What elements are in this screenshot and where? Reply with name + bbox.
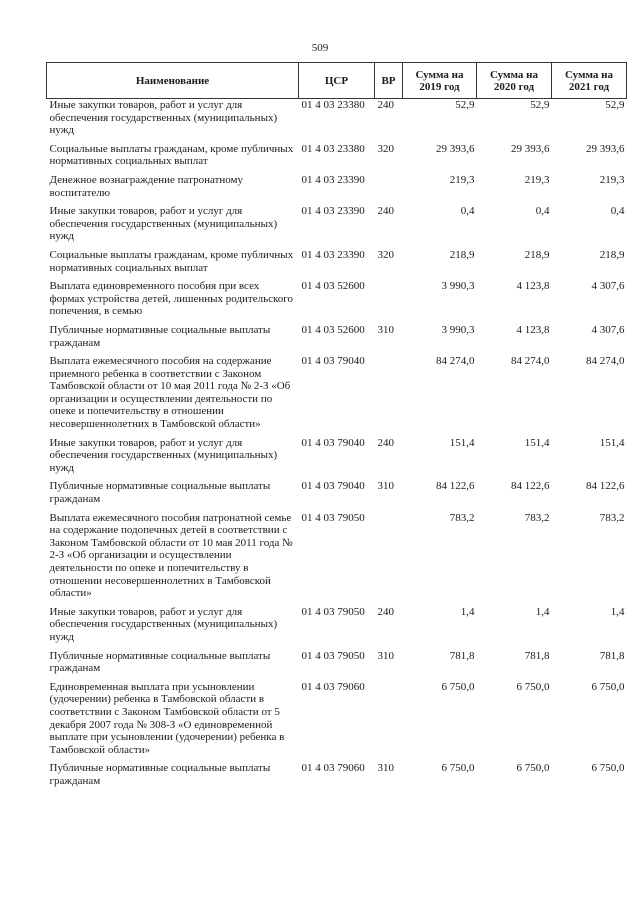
row-vr-cell: 310 xyxy=(377,323,394,336)
row-csr-cell: 01 4 03 52600 xyxy=(301,323,365,336)
row-sum-2021-cell: 6 750,0 xyxy=(591,762,625,775)
row-sum-2019-cell: 52,9 xyxy=(455,99,475,111)
table-row xyxy=(47,437,627,481)
header-csr: ЦСР xyxy=(299,63,375,99)
row-csr-cell: 01 4 03 79040 xyxy=(301,436,365,449)
row-name-cell: Иные закупки товаров, работ и услуг для обеспечения государственных (муниципальных) нужд xyxy=(49,99,278,137)
row-sum-2021-cell: 219,3 xyxy=(599,173,625,186)
row-sum-2021-cell: 84 274,0 xyxy=(586,355,625,368)
row-sum-2020-cell: 781,8 xyxy=(524,649,550,662)
row-csr-cell: 01 4 03 52600 xyxy=(301,280,365,293)
table-row xyxy=(47,324,627,355)
table-row xyxy=(47,280,627,324)
row-name-cell: Социальные выплаты гражданам, кроме публичных нормативных социальных выплат xyxy=(49,142,294,168)
row-vr-cell: 310 xyxy=(377,480,394,493)
row-name-cell: Публичные нормативные социальные выплаты гражданам xyxy=(49,323,271,349)
row-vr-cell: 310 xyxy=(377,762,394,775)
row-sum-2021-cell: 0,4 xyxy=(610,205,625,218)
row-sum-2019-cell: 29 393,6 xyxy=(436,142,475,155)
row-sum-2019-cell: 781,8 xyxy=(449,649,475,662)
row-sum-2020-cell: 4 123,8 xyxy=(516,323,550,336)
row-sum-2019-cell: 151,4 xyxy=(449,436,475,449)
row-sum-2020-cell: 219,3 xyxy=(524,173,550,186)
row-sum-2019-cell: 6 750,0 xyxy=(441,762,475,775)
table-row xyxy=(47,99,627,143)
row-csr-cell: 01 4 03 79050 xyxy=(301,605,365,618)
row-name-cell: Публичные нормативные социальные выплаты гражданам xyxy=(49,480,271,506)
row-sum-2019-cell: 6 750,0 xyxy=(441,680,475,693)
row-sum-2020-cell: 84 122,6 xyxy=(511,480,550,493)
table-row xyxy=(47,205,627,249)
row-vr-cell: 320 xyxy=(377,248,394,261)
row-csr-cell: 01 4 03 79050 xyxy=(301,511,365,524)
row-sum-2019-cell: 219,3 xyxy=(449,173,475,186)
header-vr: ВР xyxy=(375,63,403,99)
row-vr-cell xyxy=(375,681,403,763)
row-sum-2021-cell: 1,4 xyxy=(610,605,625,618)
row-sum-2020-cell: 4 123,8 xyxy=(516,280,550,293)
row-csr-cell: 01 4 03 79050 xyxy=(301,649,365,662)
row-sum-2020-cell: 6 750,0 xyxy=(516,680,550,693)
header-sum-2021: Сумма на 2021 год xyxy=(552,63,627,99)
row-vr-cell: 240 xyxy=(377,605,394,618)
row-name-cell: Единовременная выплата при усыновлении (удочерении) ребенка в Тамбовской области в соответствии с Законом Тамбовской области от 5 декабря 2007 года № 308-З «О единовременной выплате при усыновлении (удочерении) ребенка в Тамбовской области» xyxy=(49,680,285,756)
row-sum-2020-cell: 6 750,0 xyxy=(516,762,550,775)
row-name-cell: Иные закупки товаров, работ и услуг для обеспечения государственных (муниципальных) нужд xyxy=(49,605,278,643)
row-name-cell: Социальные выплаты гражданам, кроме публичных нормативных социальных выплат xyxy=(49,248,294,274)
header-sum-2019: Сумма на 2019 год xyxy=(403,63,477,99)
table-row xyxy=(47,249,627,280)
row-csr-cell: 01 4 03 79040 xyxy=(301,355,365,368)
row-vr-cell: 240 xyxy=(377,99,394,111)
row-sum-2021-cell: 783,2 xyxy=(599,511,625,524)
row-sum-2020-cell: 151,4 xyxy=(524,436,550,449)
row-sum-2020-cell: 1,4 xyxy=(535,605,550,618)
row-sum-2021-cell: 218,9 xyxy=(599,248,625,261)
row-name-cell: Иные закупки товаров, работ и услуг для обеспечения государственных (муниципальных) нужд xyxy=(49,436,278,474)
row-sum-2019-cell: 3 990,3 xyxy=(441,280,475,293)
table-row xyxy=(47,143,627,174)
row-sum-2021-cell: 4 307,6 xyxy=(591,280,625,293)
row-name-cell: Выплата ежемесячного пособия патронатной семье на содержание подопечных детей в соответствии с Законом Тамбовской области от 10 мая 2011 года № 2-З «Об организации и осуществлении деятельности по опеке и попечительству в отношении несовершеннолетних в Тамбовской области» xyxy=(49,511,293,600)
table-row xyxy=(47,174,627,205)
row-name-cell: Публичные нормативные социальные выплаты гражданам xyxy=(49,649,271,675)
row-sum-2019-cell: 783,2 xyxy=(449,511,475,524)
row-csr-cell: 01 4 03 79040 xyxy=(301,480,365,493)
table-row xyxy=(47,480,627,511)
row-vr-cell: 310 xyxy=(377,649,394,662)
row-vr-cell xyxy=(375,174,403,205)
row-csr-cell: 01 4 03 23390 xyxy=(301,173,365,186)
row-vr-cell xyxy=(375,355,403,437)
row-sum-2020-cell: 29 393,6 xyxy=(511,142,550,155)
row-name-cell: Денежное вознаграждение патронатному воспитателю xyxy=(49,173,244,199)
row-sum-2021-cell: 29 393,6 xyxy=(586,142,625,155)
row-sum-2020-cell: 52,9 xyxy=(530,99,550,111)
row-sum-2020-cell: 84 274,0 xyxy=(511,355,550,368)
row-sum-2020-cell: 218,9 xyxy=(524,248,550,261)
row-sum-2020-cell: 0,4 xyxy=(535,205,550,218)
row-sum-2021-cell: 151,4 xyxy=(599,436,625,449)
row-sum-2021-cell: 781,8 xyxy=(599,649,625,662)
row-sum-2019-cell: 84 274,0 xyxy=(436,355,475,368)
table-header-row xyxy=(47,63,627,99)
table-row xyxy=(47,762,627,793)
budget-table xyxy=(46,62,627,794)
table-row xyxy=(47,512,627,606)
row-vr-cell: 240 xyxy=(377,436,394,449)
table-row xyxy=(47,606,627,650)
row-csr-cell: 01 4 03 23380 xyxy=(301,142,365,155)
header-sum-2020: Сумма на 2020 год xyxy=(477,63,552,99)
row-csr-cell: 01 4 03 23390 xyxy=(301,205,365,218)
row-sum-2021-cell: 52,9 xyxy=(605,99,625,111)
row-sum-2020-cell: 783,2 xyxy=(524,511,550,524)
table-row xyxy=(47,650,627,681)
row-csr-cell: 01 4 03 79060 xyxy=(301,762,365,775)
row-sum-2019-cell: 0,4 xyxy=(460,205,475,218)
row-csr-cell: 01 4 03 79060 xyxy=(301,680,365,693)
row-name-cell: Выплата единовременного пособия при всех формах устройства детей, лишенных родительского попечения, в семью xyxy=(49,280,294,318)
row-name-cell: Публичные нормативные социальные выплаты гражданам xyxy=(49,762,271,787)
row-sum-2019-cell: 218,9 xyxy=(449,248,475,261)
row-vr-cell: 240 xyxy=(377,205,394,218)
row-vr-cell xyxy=(375,512,403,606)
row-sum-2021-cell: 6 750,0 xyxy=(591,680,625,693)
row-vr-cell xyxy=(375,280,403,324)
table-row xyxy=(47,681,627,763)
row-sum-2021-cell: 84 122,6 xyxy=(586,480,625,493)
row-name-cell: Иные закупки товаров, работ и услуг для обеспечения государственных (муниципальных) нужд xyxy=(49,205,278,243)
row-sum-2019-cell: 3 990,3 xyxy=(441,323,475,336)
row-csr-cell: 01 4 03 23380 xyxy=(301,99,365,111)
row-sum-2021-cell: 4 307,6 xyxy=(591,323,625,336)
table-body xyxy=(47,99,627,794)
row-sum-2019-cell: 1,4 xyxy=(460,605,475,618)
row-vr-cell: 320 xyxy=(377,142,394,155)
row-sum-2019-cell: 84 122,6 xyxy=(436,480,475,493)
page-number: 509 xyxy=(311,42,329,54)
table-row xyxy=(47,355,627,437)
row-csr-cell: 01 4 03 23390 xyxy=(301,248,365,261)
header-name: Наименование xyxy=(47,63,299,99)
row-name-cell: Выплата ежемесячного пособия на содержание приемного ребенка в соответствии с Законом Тамбовской области от 10 мая 2011 года № 2-З «Об организации и осуществлении деятельности по опеке и попечительству в отношении несовершеннолетних в Тамбовской области» xyxy=(49,355,291,431)
